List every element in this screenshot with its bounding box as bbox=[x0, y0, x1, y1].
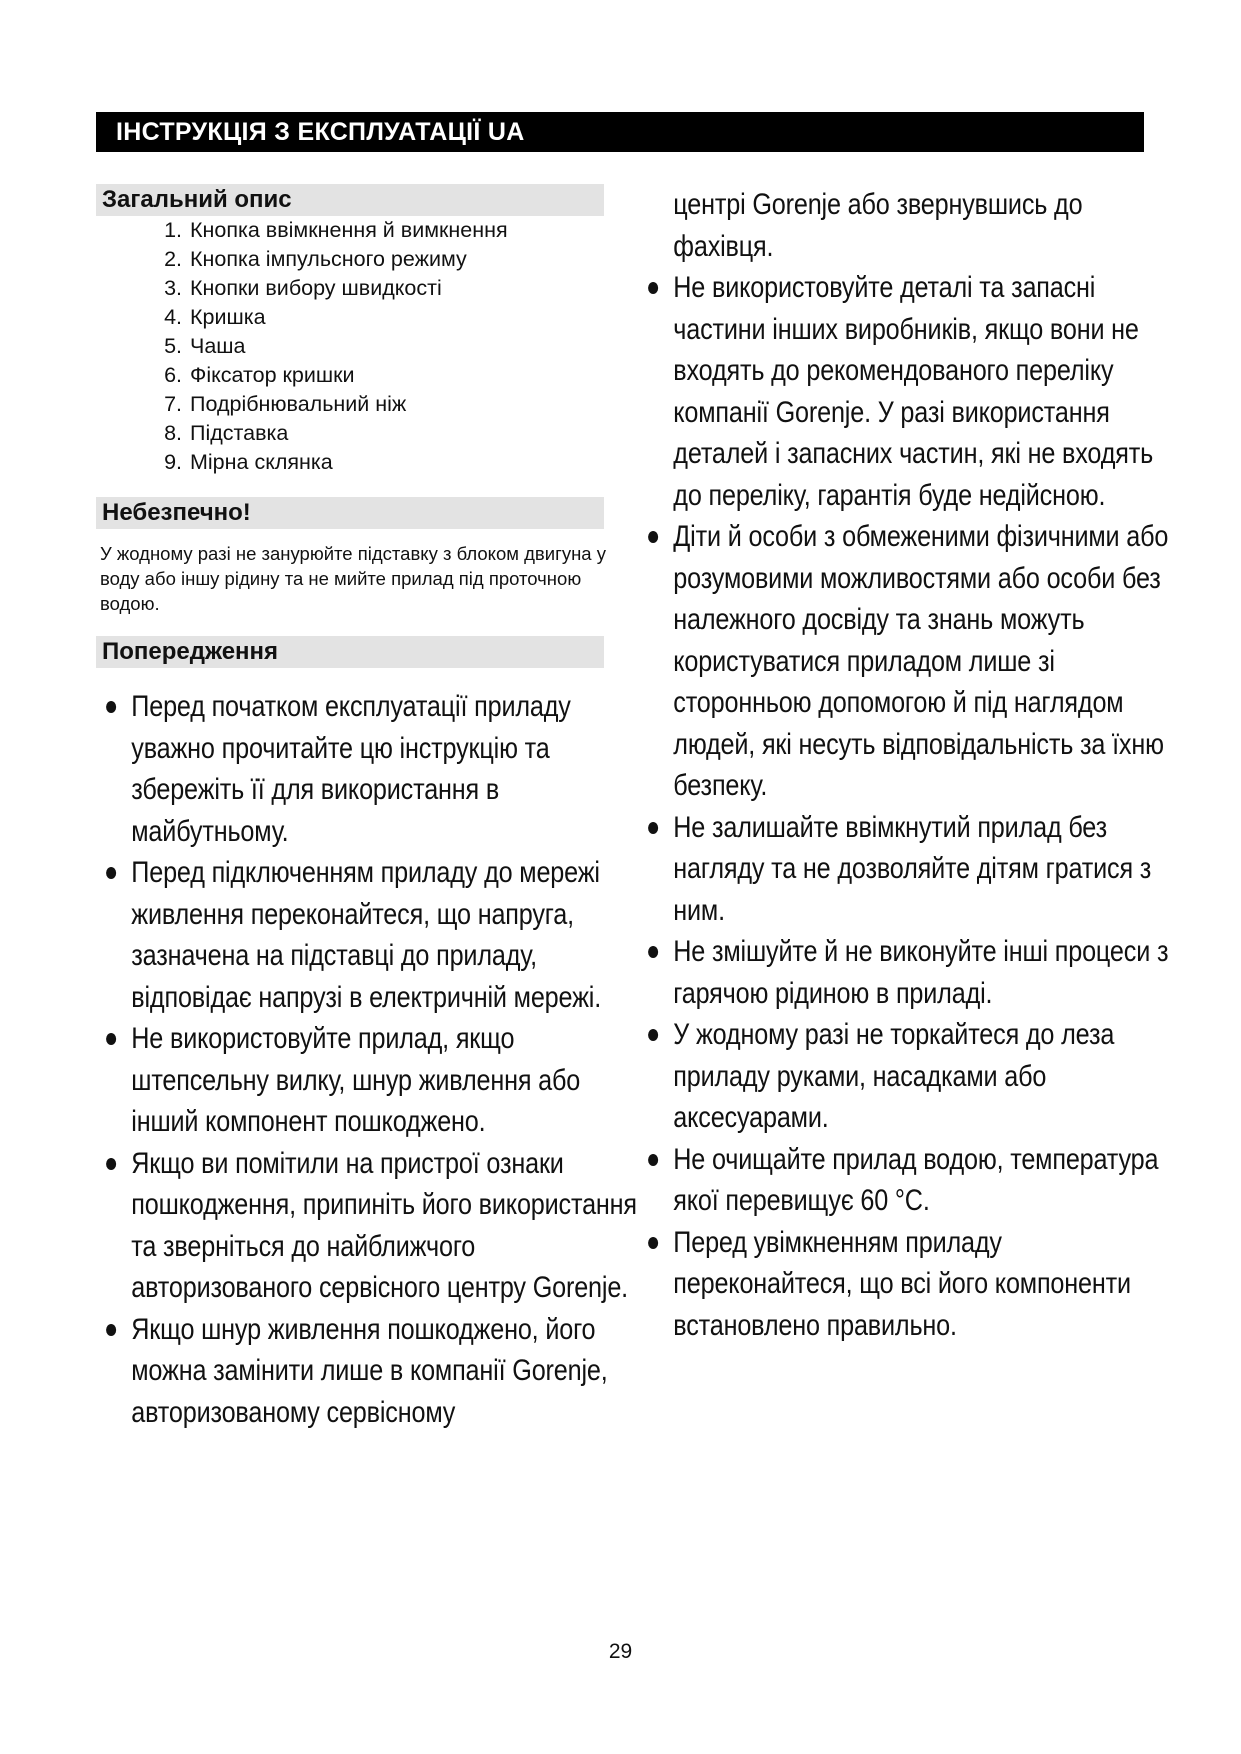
parts-list bbox=[96, 216, 606, 477]
continued-text: центрі Gorenje або звернувшись до фахівця. bbox=[673, 188, 1083, 263]
warnings-list-right bbox=[638, 267, 1169, 1346]
list-item: 5. Чаша bbox=[164, 334, 246, 358]
warning-item: Не змішуйте й не виконуйте інші процеси з гарячою рідиною в приладі. bbox=[638, 931, 1186, 1014]
list-item: 8. Підставка bbox=[164, 421, 289, 445]
warning-item: Перед підключенням приладу до мережі живлення переконайтеся, що напруга, зазначена на підставці до приладу, відповідає напрузі в електричній мережі. bbox=[96, 852, 644, 1018]
left-column bbox=[96, 184, 637, 1433]
right-warnings bbox=[638, 184, 1169, 1346]
warning-item: Не очищайте прилад водою, температура якої перевищує 60 °C. bbox=[638, 1139, 1186, 1222]
list-item: 4. Кришка bbox=[164, 305, 266, 329]
general-description-heading: Загальний опис bbox=[96, 184, 604, 216]
page-number: 29 bbox=[608, 1640, 633, 1663]
warning-item: Не залишайте ввімкнутий прилад без нагляду та не дозволяйте дітям гратися з ним. bbox=[638, 807, 1186, 932]
danger-text: У жодному разі не занурюйте підставку з блоком двигуна у воду або іншу рідину та не мийте прилад під проточною водою. bbox=[100, 543, 606, 614]
warning-item: У жодному разі не торкайтеся до леза приладу руками, насадками або аксесуарами. bbox=[638, 1014, 1186, 1139]
warning-item: Не використовуйте деталі та запасні частини інших виробників, якщо вони не входять до рекомендованого переліку компанії Gorenje. У разі використання деталей і запасних частин, які не входять до переліку, гарантія буде недійсною. bbox=[638, 267, 1186, 516]
warnings-list-left bbox=[96, 686, 637, 1433]
list-item: 9. Мірна склянка bbox=[164, 450, 333, 474]
page-title: ІНСТРУКЦІЯ З ЕКСПЛУАТАЦІЇ UA bbox=[96, 112, 1144, 152]
warning-item: Діти й особи з обмеженими фізичними або розумовими можливостями або особи без належного досвіду та знань можуть користуватися приладом лише зі сторонньою допомогою й під наглядом людей, які несуть відповідальність за їхню безпеку. bbox=[638, 516, 1186, 807]
warning-item: Якщо шнур живлення пошкоджено, його можна замінити лише в компанії Gorenje, авторизованому сервісному bbox=[96, 1309, 644, 1434]
warning-item: Перед початком експлуатації приладу уважно прочитайте цю інструкцію та збережіть її для використання в майбутньому. bbox=[96, 686, 644, 852]
warning-item: Перед увімкненням приладу переконайтеся, що всі його компоненти встановлено правильно. bbox=[638, 1222, 1186, 1347]
list-item: 1. Кнопка ввімкнення й вимкнення bbox=[164, 218, 508, 242]
danger-heading: Небезпечно! bbox=[96, 497, 604, 529]
list-item: 7. Подрібнювальний ніж bbox=[164, 392, 407, 416]
left-warnings bbox=[96, 686, 637, 1433]
list-item: 6. Фіксатор кришки bbox=[164, 363, 355, 387]
right-column bbox=[638, 184, 1178, 1346]
list-item: 3. Кнопки вибору швидкості bbox=[164, 276, 442, 300]
warning-item: Не використовуйте прилад, якщо штепсельну вилку, шнур живлення або інший компонент пошкоджено. bbox=[96, 1018, 644, 1143]
list-item: 2. Кнопка імпульсного режиму bbox=[164, 247, 467, 271]
warnings-heading: Попередження bbox=[96, 636, 604, 668]
warning-item: Якщо ви помітили на пристрої ознаки пошкодження, припиніть його використання та зверніться до найближчого авторизованого сервісного центру Gorenje. bbox=[96, 1143, 644, 1309]
